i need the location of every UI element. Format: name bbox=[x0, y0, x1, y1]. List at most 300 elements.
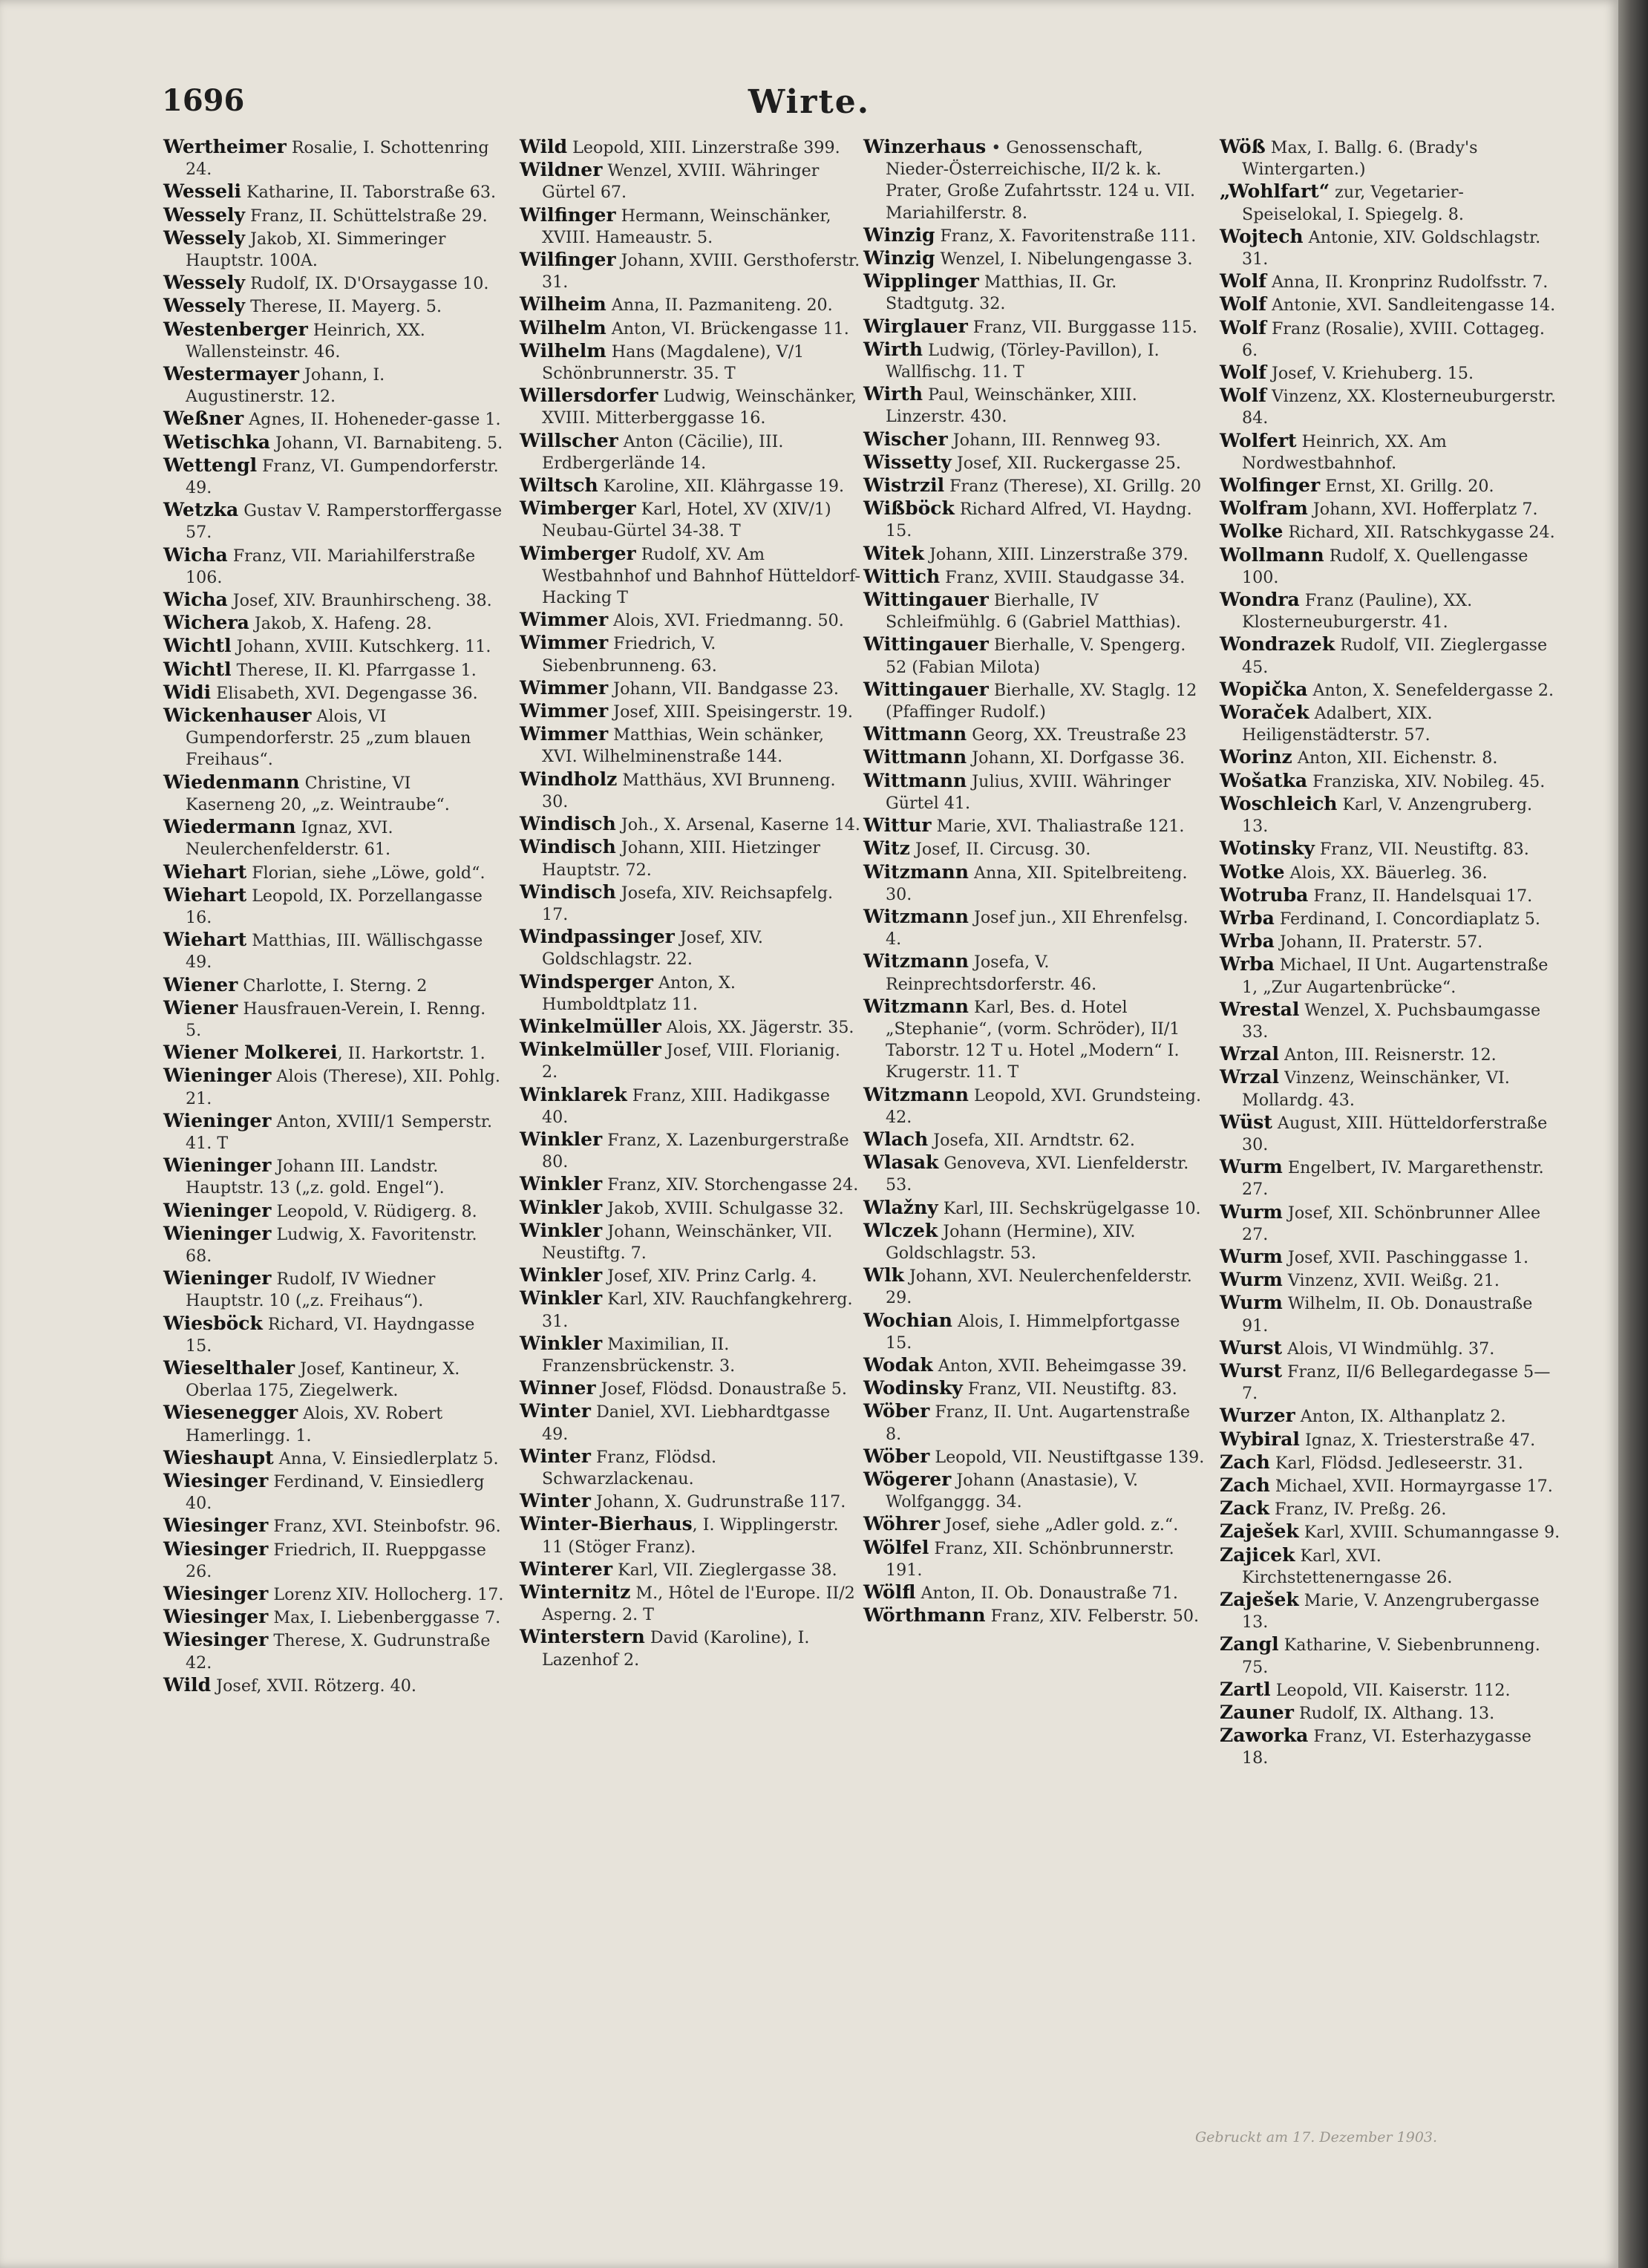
directory-entry bbox=[863, 451, 1205, 474]
entry-details: Franz (Therese), XI. Grillg. 20 bbox=[944, 477, 1202, 497]
entry-name: Wrba bbox=[1220, 930, 1275, 952]
directory-entry bbox=[163, 408, 505, 431]
entry-details: Hans (Magdalene), V/1 Schönbrunnerstr. 35. T bbox=[542, 341, 805, 384]
directory-entry bbox=[1220, 589, 1561, 633]
directory-entry bbox=[863, 543, 1205, 566]
directory-entry bbox=[1220, 544, 1561, 589]
entry-details: Genoveva, XVI. Lienfelderstr. 53. bbox=[886, 1154, 1189, 1195]
directory-entry bbox=[163, 1223, 505, 1267]
entry-details: Johann, XVI. Hofferplatz 7. bbox=[1307, 500, 1538, 520]
column-1 bbox=[163, 136, 505, 1697]
entry-name: Wrzal bbox=[1220, 1043, 1280, 1065]
entry-name: Wurm bbox=[1220, 1292, 1283, 1314]
entry-details: Richard, XII. Ratschkygasse 24. bbox=[1283, 523, 1555, 543]
entry-details: Anton, X. Senefeldergasse 2. bbox=[1307, 680, 1554, 700]
directory-entry bbox=[863, 861, 1205, 906]
entry-details: Therese, X. Gudrunstraße 42. bbox=[186, 1631, 491, 1673]
entry-details: Leopold, IX. Porzellangasse 16. bbox=[186, 886, 483, 927]
directory-entry bbox=[163, 1267, 505, 1312]
directory-entry bbox=[1220, 226, 1561, 270]
entry-name: Windisch bbox=[520, 813, 616, 835]
directory-entry bbox=[863, 1151, 1205, 1196]
entry-name: Wimmer bbox=[520, 723, 609, 745]
entry-details: Franz, VII. Burggasse 115. bbox=[967, 317, 1197, 337]
entry-name: Willersdorfer bbox=[520, 385, 658, 407]
directory-entry bbox=[163, 454, 505, 499]
directory-entry bbox=[863, 906, 1205, 950]
entry-details: Max, I. Liebenberggasse 7. bbox=[268, 1608, 501, 1628]
directory-entry bbox=[163, 544, 505, 589]
entry-details: Michael, XVII. Hormayrgasse 17. bbox=[1269, 1476, 1553, 1496]
entry-details: Johann, VII. Bandgasse 23. bbox=[608, 679, 839, 699]
entry-details: Josef, Flödsd. Donaustraße 5. bbox=[595, 1379, 847, 1399]
entry-name: Wittich bbox=[863, 565, 941, 587]
entry-details: Franz, II. Handelsquai 17. bbox=[1308, 886, 1533, 906]
entry-name: Wiener bbox=[163, 973, 238, 996]
directory-entry bbox=[163, 1042, 505, 1065]
directory-entry bbox=[863, 1354, 1205, 1377]
entry-details: Wenzel, X. Puchsbaumgasse 33. bbox=[1242, 1000, 1541, 1042]
directory-entry bbox=[163, 884, 505, 929]
entry-details: Hausfrauen-Verein, I. Renng. 5. bbox=[186, 999, 486, 1040]
entry-name: Zauner bbox=[1220, 1702, 1294, 1724]
entry-name: Winter-Bierhaus bbox=[520, 1513, 693, 1535]
entry-name: Zajicek bbox=[1220, 1543, 1295, 1566]
entry-name: Wiesinger bbox=[163, 1606, 269, 1628]
entry-details: Franz, VII. Neustiftg. 83. bbox=[962, 1379, 1177, 1399]
entry-details: Anna, V. Einsiedlerplatz 5. bbox=[273, 1448, 499, 1468]
entry-details: Therese, II. Kl. Pfarrgasse 1. bbox=[231, 660, 477, 680]
entry-name: Witzmann bbox=[863, 905, 969, 927]
directory-entry bbox=[520, 700, 861, 723]
directory-entry bbox=[863, 1445, 1205, 1468]
entry-details: Anton, X. Humboldtplatz 11. bbox=[542, 973, 736, 1014]
entry-details: Richard, VI. Haydngasse 15. bbox=[186, 1314, 475, 1356]
entry-details: August, XIII. Hütteldorferstraße 30. bbox=[1242, 1113, 1548, 1154]
directory-entry bbox=[520, 1264, 861, 1287]
entry-details: Anna, II. Kronprinz Rudolfsstr. 7. bbox=[1266, 272, 1549, 293]
entry-details: Josefa, XIV. Reichsapfelg. 17. bbox=[542, 883, 834, 924]
entry-name: Wichtl bbox=[163, 635, 232, 657]
directory-entry bbox=[1220, 679, 1561, 702]
entry-name: Wickenhauser bbox=[163, 705, 312, 727]
entry-details: Josef, VIII. Florianig. 2. bbox=[542, 1041, 840, 1082]
directory-entry bbox=[163, 1447, 505, 1470]
entry-name: Wesseli bbox=[163, 180, 241, 203]
directory-entry bbox=[863, 1264, 1205, 1309]
entry-details: Josef, XIV. Prinz Carlg. 4. bbox=[602, 1267, 817, 1287]
entry-name: Wichera bbox=[163, 612, 249, 634]
entry-name: Windholz bbox=[520, 768, 618, 790]
directory-entry bbox=[1220, 999, 1561, 1043]
directory-entry bbox=[520, 543, 861, 610]
entry-details: Katharine, II. Taborstraße 63. bbox=[241, 183, 497, 203]
entry-name: Wirth bbox=[863, 338, 923, 360]
entry-details: Karl, XVIII. Schumanngasse 9. bbox=[1298, 1523, 1560, 1543]
entry-name: Windisch bbox=[520, 836, 616, 858]
directory-entry bbox=[163, 1583, 505, 1606]
entry-name: Wöber bbox=[863, 1445, 930, 1467]
entry-details: Antonie, XVI. Sandleitengasse 14. bbox=[1266, 295, 1556, 316]
entry-details: Alois, VI Gumpendorferstr. 25 „zum blauen Freihaus“. bbox=[186, 707, 471, 770]
entry-name: Wittmann bbox=[863, 746, 967, 768]
directory-entry bbox=[1220, 907, 1561, 930]
entry-name: Wiedenmann bbox=[163, 771, 300, 793]
entry-details: Richard Alfred, VI. Haydng. 15. bbox=[886, 500, 1192, 541]
entry-name: Winkler bbox=[520, 1264, 603, 1287]
entry-name: Zaješek bbox=[1220, 1589, 1299, 1610]
entry-name: Wlk bbox=[863, 1264, 904, 1287]
directory-entry bbox=[520, 1490, 861, 1513]
directory-entry bbox=[163, 1470, 505, 1514]
entry-details: Johann, III. Rennweg 93. bbox=[947, 430, 1161, 450]
entry-name: Wittur bbox=[863, 814, 932, 837]
entry-name: Wieninger bbox=[163, 1154, 272, 1177]
directory-entry bbox=[520, 1581, 861, 1626]
directory-entry bbox=[1220, 861, 1561, 884]
entry-details: Johann, I. Augustinerstr. 12. bbox=[186, 365, 385, 407]
entry-name: Winkler bbox=[520, 1196, 603, 1218]
entry-name: Winkler bbox=[520, 1128, 603, 1150]
entry-details: Vinzenz, XVII. Weißg. 21. bbox=[1282, 1271, 1500, 1291]
entry-details: Franz, VII. Neustiftg. 83. bbox=[1314, 840, 1529, 860]
directory-entry bbox=[1220, 1589, 1561, 1633]
entry-name: Winter bbox=[520, 1490, 591, 1512]
entry-details: Wenzel, I. Nibelungengasse 3. bbox=[935, 249, 1193, 269]
directory-entry bbox=[520, 1287, 861, 1332]
entry-details: Rudolf, VII. Zieglergasse 45. bbox=[1242, 635, 1548, 677]
directory-entry bbox=[520, 1513, 861, 1558]
entry-name: Wessely bbox=[163, 203, 246, 226]
entry-name: Winkelmüller bbox=[520, 1015, 661, 1037]
entry-name: Wimberger bbox=[520, 497, 636, 520]
entry-name: Witzmann bbox=[863, 860, 969, 883]
entry-name: Windisch bbox=[520, 880, 616, 903]
entry-details: Johann (Anastasie), V. Wolfganggg. 34. bbox=[886, 1470, 1139, 1512]
entry-name: Winkelmüller bbox=[520, 1039, 661, 1061]
directory-entry bbox=[163, 318, 505, 363]
entry-details: Josef, V. Kriehuberg. 15. bbox=[1266, 364, 1474, 384]
entry-name: Wimmer bbox=[520, 676, 609, 699]
directory-entry bbox=[1220, 1702, 1561, 1725]
entry-details: Jakob, X. Hafeng. 28. bbox=[249, 614, 432, 634]
entry-name: Wrba bbox=[1220, 906, 1275, 929]
entry-name: Wrba bbox=[1220, 953, 1275, 975]
directory-entry bbox=[520, 136, 861, 159]
entry-details: Alois, XX. Jägerstr. 35. bbox=[661, 1017, 854, 1037]
directory-entry bbox=[863, 1537, 1205, 1581]
entry-details: Anton, XVIII/1 Semperstr. 41. T bbox=[186, 1111, 493, 1153]
entry-name: Wiehart bbox=[163, 860, 247, 883]
entry-details: Anna, II. Pazmaniteng. 20. bbox=[606, 295, 833, 316]
entry-name: Wlažny bbox=[863, 1196, 938, 1218]
entry-name: Zangl bbox=[1220, 1633, 1279, 1656]
entry-details: Anton, IX. Althanplatz 2. bbox=[1295, 1407, 1506, 1427]
entry-details: Antonie, XIV. Goldschlagstr. 31. bbox=[1242, 227, 1541, 269]
directory-entry bbox=[163, 1357, 505, 1402]
entry-name: Wybiral bbox=[1220, 1428, 1300, 1450]
entry-details: Bierhalle, XV. Staglg. 12 (Pfaffinger Rudolf.) bbox=[886, 680, 1197, 722]
directory-entry bbox=[1220, 1246, 1561, 1269]
directory-entry bbox=[163, 1629, 505, 1673]
entry-details: , II. Harkortstr. 1. bbox=[337, 1044, 485, 1064]
entry-name: Wöß bbox=[1220, 136, 1266, 157]
entry-name: Wurm bbox=[1220, 1156, 1283, 1178]
entry-details: Franz, XVIII. Staudgasse 34. bbox=[940, 567, 1186, 587]
entry-name: Wolfram bbox=[1220, 497, 1308, 520]
entry-details: Ferdinand, V. Einsiedlerg 40. bbox=[186, 1471, 485, 1514]
entry-name: Willscher bbox=[520, 429, 618, 451]
directory-entry bbox=[520, 1197, 861, 1220]
entry-details: zur, Vegetarier-Speiselokal, I. Spiegelg. 8. bbox=[1242, 183, 1464, 224]
entry-details: Christine, VI Kaserneng 20, „z. Weintraube“. bbox=[186, 773, 450, 814]
entry-details: Johann, XIII. Hietzinger Hauptstr. 72. bbox=[542, 838, 820, 880]
directory-entry bbox=[1220, 884, 1561, 907]
entry-details: Maximilian, II. Franzensbrückenstr. 3. bbox=[542, 1334, 736, 1376]
directory-entry bbox=[1220, 180, 1561, 225]
directory-entry bbox=[1220, 1520, 1561, 1543]
directory-entry bbox=[863, 723, 1205, 746]
directory-entry bbox=[1220, 520, 1561, 543]
entry-details: Alois, XV. Robert Hamerlingg. 1. bbox=[186, 1404, 443, 1445]
entry-details: Vinzenz, XX. Klosterneuburgerstr. 84. bbox=[1242, 387, 1556, 428]
directory-entry bbox=[1220, 270, 1561, 293]
entry-details: Ludwig, X. Favoritenstr. 68. bbox=[186, 1224, 477, 1266]
entry-details: Josef, XVII. Paschinggasse 1. bbox=[1282, 1247, 1529, 1267]
directory-entry bbox=[520, 1039, 861, 1083]
entry-name: Wilheim bbox=[520, 293, 606, 316]
entry-name: Wiesinger bbox=[163, 1629, 269, 1651]
directory-entry bbox=[163, 612, 505, 635]
directory-entry bbox=[520, 1558, 861, 1581]
entry-name: Wochian bbox=[863, 1309, 952, 1331]
directory-entry bbox=[520, 723, 861, 768]
directory-entry bbox=[863, 247, 1205, 270]
entry-details: Jakob, XI. Simmeringer Hauptstr. 100A. bbox=[186, 229, 446, 271]
entry-details: Alois, I. Himmelpfortgasse 15. bbox=[886, 1311, 1180, 1353]
directory-entry bbox=[520, 204, 861, 249]
entry-name: Witzmann bbox=[863, 1083, 969, 1105]
entry-name: Wißböck bbox=[863, 497, 955, 520]
entry-details: Leopold, V. Rüdigerg. 8. bbox=[271, 1201, 477, 1221]
entry-details: Rudolf, IX. Althang. 13. bbox=[1293, 1704, 1495, 1724]
entry-name: Wetischka bbox=[163, 431, 270, 453]
directory-entry bbox=[863, 383, 1205, 428]
directory-entry bbox=[1220, 1360, 1561, 1405]
entry-details: Josef, XIV. Goldschlagstr. 22. bbox=[542, 928, 763, 970]
entry-name: Wlczek bbox=[863, 1219, 938, 1241]
entry-name: Wiesinger bbox=[163, 1583, 269, 1604]
entry-details: Franz, XIV. Felberstr. 50. bbox=[985, 1607, 1200, 1627]
entry-details: Matthias, Wein schänker, XVI. Wilhelminenstraße 144. bbox=[542, 725, 825, 767]
directory-entry bbox=[1220, 1497, 1561, 1520]
entry-details: Heinrich, XX. Am Nordwestbahnhof. bbox=[1242, 431, 1447, 473]
directory-entry bbox=[520, 1400, 861, 1445]
entry-name: Wlasak bbox=[863, 1151, 939, 1174]
entry-details: Charlotte, I. Sterng. 2 bbox=[238, 975, 428, 996]
entry-name: Wiedermann bbox=[163, 816, 296, 838]
entry-details: Josef, XIV. Braunhirscheng. 38. bbox=[227, 591, 492, 611]
directory-entry bbox=[863, 1084, 1205, 1128]
entry-name: Wessely bbox=[163, 226, 246, 249]
entry-name: Wissetty bbox=[863, 451, 952, 473]
entry-name: Zach bbox=[1220, 1451, 1270, 1473]
directory-entry bbox=[163, 929, 505, 973]
entry-details: M., Hôtel de l'Europe. II/2 Asperng. 2. T bbox=[542, 1584, 855, 1625]
entry-details: Franz, II. Schüttelstraße 29. bbox=[245, 206, 488, 226]
directory-entry bbox=[863, 1197, 1205, 1220]
directory-entry bbox=[863, 814, 1205, 837]
entry-name: Wlach bbox=[863, 1128, 929, 1150]
directory-entry bbox=[520, 813, 861, 836]
entry-details: Friedrich, V. Siebenbrunneng. 63. bbox=[542, 634, 717, 676]
directory-entry bbox=[863, 589, 1205, 633]
entry-details: Rudolf, XV. Am Westbahnhof und Bahnhof Hütteldorf-Hacking T bbox=[542, 544, 860, 608]
directory-entry bbox=[863, 474, 1205, 497]
directory-entry bbox=[520, 430, 861, 474]
entry-name: Wotruba bbox=[1220, 883, 1309, 906]
entry-name: Wimmer bbox=[520, 632, 609, 654]
entry-details: Anna, XII. Spitelbreiteng. 30. bbox=[886, 863, 1188, 904]
entry-name: Wolf bbox=[1220, 316, 1266, 339]
entry-details: Franz, VI. Esterhazygasse 18. bbox=[1242, 1727, 1531, 1768]
entry-name: Wettengl bbox=[163, 454, 258, 476]
entry-name: Winzig bbox=[863, 223, 935, 246]
entry-name: Winternitz bbox=[520, 1581, 631, 1603]
directory-entry bbox=[1220, 1201, 1561, 1246]
entry-details: Alois, XVI. Friedmanng. 50. bbox=[608, 611, 844, 631]
entry-name: Wieninger bbox=[163, 1065, 272, 1087]
directory-entry bbox=[520, 293, 861, 316]
entry-name: Westermayer bbox=[163, 363, 299, 385]
entry-details: Marie, XVI. Thaliastraße 121. bbox=[931, 817, 1185, 837]
entry-details: Therese, II. Mayerg. 5. bbox=[245, 297, 442, 317]
entry-name: Wittmann bbox=[863, 769, 967, 791]
entry-details: Josef, Kantineur, X. Oberlaa 175, Ziegelwerk. bbox=[186, 1359, 460, 1401]
entry-details: , I. Wipplingerstr. 11 (Stöger Franz). bbox=[542, 1515, 839, 1557]
entry-details: Karl, XVI. Kirchstettenerngasse 26. bbox=[1242, 1546, 1453, 1587]
entry-details: Josef jun., XII Ehrenfelsg. 4. bbox=[886, 907, 1188, 950]
entry-details: Franz, XII. Schönbrunnerstr. 191. bbox=[886, 1538, 1174, 1580]
entry-name: Wieninger bbox=[163, 1109, 272, 1131]
entry-name: Wiesinger bbox=[163, 1469, 269, 1491]
entry-details: Paul, Weinschänker, XIII. Linzerstr. 430. bbox=[886, 385, 1137, 427]
entry-details: Josef, XVII. Rötzerg. 40. bbox=[211, 1676, 416, 1696]
directory-entry bbox=[163, 499, 505, 543]
entry-name: Wetzka bbox=[163, 499, 239, 521]
directory-entry bbox=[1220, 746, 1561, 769]
entry-name: Wimmer bbox=[520, 700, 609, 722]
entry-details: Adalbert, XIX. Heiligenstädterstr. 57. bbox=[1242, 704, 1433, 745]
entry-name: Windsperger bbox=[520, 970, 653, 993]
entry-details: • Genossenschaft, Nieder-Österreichische, II/2 k. k. Prater, Große Zufahrtsstr. 124 u. VII. Mariahilferstr. 8. bbox=[886, 138, 1196, 223]
directory-entry bbox=[1220, 1633, 1561, 1678]
directory-entry bbox=[1220, 953, 1561, 998]
entry-name: Wolf bbox=[1220, 385, 1266, 407]
entry-name: Wöhrer bbox=[863, 1513, 941, 1535]
entry-name: Wotinsky bbox=[1220, 837, 1315, 860]
entry-name: Witek bbox=[863, 542, 924, 564]
entry-name: Wilhelm bbox=[520, 316, 606, 339]
directory-entry bbox=[520, 249, 861, 293]
entry-name: Wölfl bbox=[863, 1581, 916, 1603]
directory-entry bbox=[163, 705, 505, 771]
entry-details: Alois (Therese), XII. Pohlg. 21. bbox=[186, 1067, 500, 1108]
entry-name: Wodak bbox=[863, 1353, 933, 1376]
entry-name: Widi bbox=[163, 681, 212, 703]
directory-entry bbox=[1220, 430, 1561, 474]
directory-entry bbox=[1220, 1111, 1561, 1156]
entry-details: Max, I. Ballg. 6. (Brady's Wintergarten.) bbox=[1242, 138, 1478, 180]
entry-details: Johann III. Landstr. Hauptstr. 13 („z. gold. Engel“). bbox=[186, 1157, 445, 1198]
column-4 bbox=[1220, 136, 1561, 1770]
entry-name: Winter bbox=[520, 1445, 591, 1467]
entry-name: Wieninger bbox=[163, 1222, 272, 1244]
entry-name: Wilfinger bbox=[520, 249, 616, 271]
entry-details: Alois, XX. Bäuerleg. 36. bbox=[1284, 863, 1488, 883]
directory-entry bbox=[863, 770, 1205, 814]
entry-name: Wögerer bbox=[863, 1468, 952, 1490]
entry-details: Josef, XIII. Speisingerstr. 19. bbox=[608, 702, 853, 722]
entry-details: Ignaz, XVI. Neulerchenfelderstr. 61. bbox=[186, 818, 393, 860]
entry-name: Worinz bbox=[1220, 746, 1292, 768]
directory-entry bbox=[863, 679, 1205, 723]
entry-details: David (Karoline), I. Lazenhof 2. bbox=[542, 1628, 810, 1670]
entry-details: Georg, XX. Treustraße 23 bbox=[967, 725, 1187, 745]
entry-details: Leopold, VII. Neustiftgasse 139. bbox=[929, 1447, 1205, 1467]
entry-name: Wieshaupt bbox=[163, 1446, 274, 1468]
entry-details: Franz, X. Favoritenstraße 111. bbox=[935, 226, 1197, 246]
entry-name: Wolfert bbox=[1220, 429, 1297, 451]
entry-details: Ludwig, (Törley-Pavillon), I. Wallfischg. 11. T bbox=[886, 340, 1160, 382]
entry-name: Wrestal bbox=[1220, 998, 1300, 1020]
entry-details: Heinrich, XX. Wallensteinstr. 46. bbox=[186, 320, 425, 362]
directory-entry bbox=[863, 339, 1205, 383]
directory-entry bbox=[163, 204, 505, 227]
entry-name: Zaworka bbox=[1220, 1725, 1309, 1747]
entry-name: Wiener Molkerei bbox=[163, 1042, 338, 1064]
entry-name: Wošatka bbox=[1220, 769, 1308, 791]
entry-details: Bierhalle, V. Spengerg. 52 (Fabian Milota) bbox=[886, 635, 1186, 677]
directory-entry bbox=[1220, 317, 1561, 362]
directory-entry bbox=[863, 1220, 1205, 1264]
entry-name: Westenberger bbox=[163, 318, 308, 340]
entry-details: Michael, II Unt. Augartenstraße 1, „Zur Augartenbrücke“. bbox=[1242, 955, 1549, 997]
directory-entry bbox=[1220, 1451, 1561, 1474]
entry-name: Wopička bbox=[1220, 678, 1308, 700]
directory-entry bbox=[520, 385, 861, 429]
directory-entry bbox=[863, 497, 1205, 542]
entry-details: Daniel, XVI. Liebhardtgasse 49. bbox=[542, 1402, 831, 1444]
entry-details: Josefa, XII. Arndtstr. 62. bbox=[928, 1130, 1135, 1150]
directory-entry bbox=[163, 1200, 505, 1223]
entry-details: Jakob, XVIII. Schulgasse 32. bbox=[602, 1198, 844, 1218]
entry-details: Josef, XII. Schönbrunner Allee 27. bbox=[1242, 1203, 1541, 1244]
directory-entry bbox=[863, 633, 1205, 678]
directory-entry bbox=[163, 1402, 505, 1446]
directory-entry bbox=[520, 632, 861, 676]
entry-name: Wiehart bbox=[163, 883, 247, 906]
entry-name: Wondra bbox=[1220, 589, 1300, 611]
entry-details: Franz, II/6 Bellegardegasse 5—7. bbox=[1242, 1362, 1551, 1404]
directory-entry bbox=[520, 340, 861, 385]
entry-details: Katharine, V. Siebenbrunneng. 75. bbox=[1242, 1635, 1540, 1677]
entry-details: Johann, XVIII. Gersthoferstr. 31. bbox=[542, 251, 860, 293]
entry-details: Franz, II. Unt. Augartenstraße 8. bbox=[886, 1402, 1191, 1444]
entry-name: Wiesinger bbox=[163, 1514, 269, 1537]
entry-name: Wurst bbox=[1220, 1336, 1283, 1359]
directory-entry bbox=[863, 1310, 1205, 1354]
